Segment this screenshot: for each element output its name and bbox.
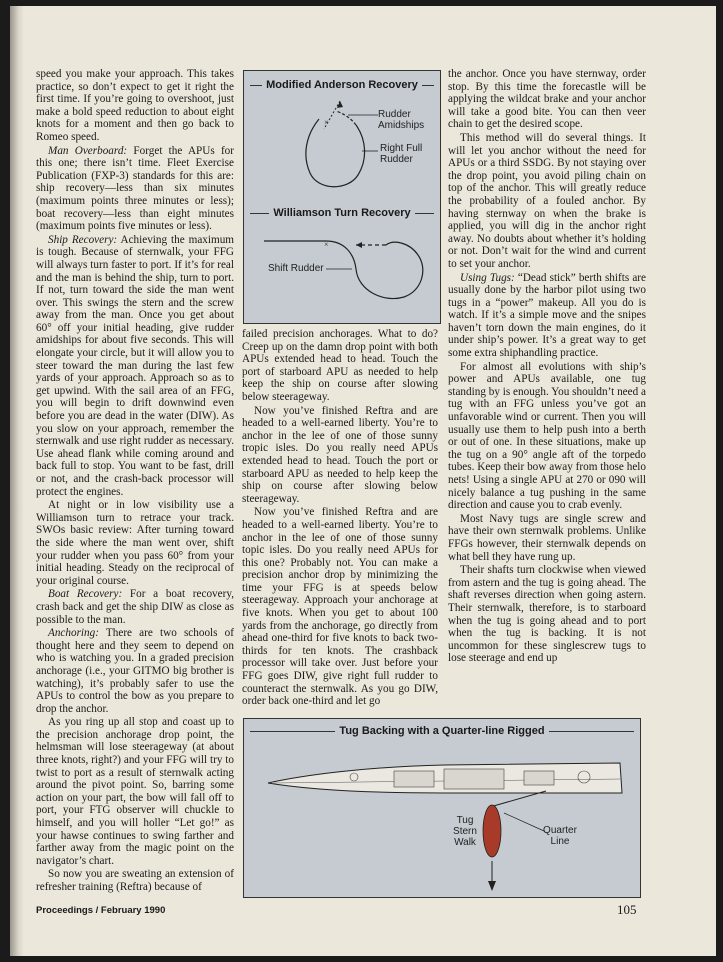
paragraph: [448, 132, 646, 271]
paragraph: [448, 272, 646, 360]
label-quarter-line: Quarter Line: [543, 825, 577, 847]
magazine-page: [10, 6, 716, 956]
column-1: [36, 68, 234, 895]
run-in-heading: Ship Recovery:: [48, 233, 118, 246]
paragraph-text: Forget the APUs for this one; there isn’t time. Fleet Exercise Publication (FXP-3) standards for this are: ship recovery—less than six minutes (maximum points three minutes or less); boat recovery—less than eight minutes (maximum points five minutes or less).: [36, 144, 234, 233]
paragraph: [36, 588, 234, 626]
label-rudder-amidships: Rudder Amidships: [378, 109, 425, 131]
svg-text:×: ×: [324, 240, 329, 249]
paragraph: [242, 328, 438, 404]
paragraph-text: As you ring up all stop and coast up to the precision anchorage drop point, the helmsman will lose steerageway (at about three knots, right?) and your FFG will try to twist to port as a result of sternwalk acting around the pivot point. So, barring some action on your part, the bow will fall off to port, your FTG observer will chuckle to himself, and you will holler “Let go!” as your hawse continues to swing farther and farther away from the magic point on the navigator’s chart.: [36, 716, 234, 867]
figure-title-williamson: Williamson Turn Recovery: [244, 207, 440, 219]
label-tug-stern-walk: Tug Stern Walk: [453, 815, 477, 848]
page-gutter: [10, 6, 24, 956]
paragraph: [36, 68, 234, 144]
paragraph-text: Most Navy tugs are single screw and have their own sternwalk problems. Unlike FFGs however, their sternwalk depends on what bell they have rung up.: [448, 512, 646, 563]
paragraph-text: failed precision anchorages. What to do? Creep up on the damn drop point with both APUs extended head to head. Touch the port of starboard APU as needed to help keep the ship on course after slowing below steerageway.: [242, 328, 438, 403]
figure-tug-backing: [243, 718, 641, 898]
paragraph-text: “Dead stick” berth shifts are usually done by the harbor pilot using two tugs in a “power” makeup. All you do is watch. If it’s a simple move and the snipes haven’t torn down the main engines, do it under ship’s power. It’s a great way to get some extra shiphandling practice.: [448, 271, 646, 360]
ship-and-tug-diagram: [244, 737, 640, 897]
column-3: [448, 68, 646, 666]
paragraph: [36, 145, 234, 233]
svg-text:×: ×: [324, 118, 329, 127]
figure-recovery-maneuvers: [243, 70, 441, 324]
run-in-heading: Anchoring:: [48, 627, 99, 640]
paragraph: [242, 506, 438, 708]
paragraph-text: At night or in low visibility use a Williamson turn to retrace your track. SWOs basic review: After turning toward the side where the man went over, shift your rudder when you pass 60° from your initial heading. Steady on the reciprocal of your original course.: [36, 499, 234, 587]
label-right-full-rudder: Right Full Rudder: [380, 143, 423, 165]
paragraph: [36, 499, 234, 587]
footer-publication: Proceedings / February 1990: [36, 905, 166, 916]
run-in-heading: Boat Recovery:: [48, 588, 123, 601]
paragraph: [448, 68, 646, 131]
paragraph: [36, 716, 234, 867]
paragraph: [448, 513, 646, 563]
paragraph-text: Achieving the maximum is tough. Because of sternwalk, your FFG will always turn faster to port. If it’s for real and the man is behind the ship, turn to port. If not, turn toward the side the man went over. This swings the stern and the screw away from the man. Once you get about 60° off your initial heading, give rudder amidships for about five seconds. This will elongate your circle, but it will allow you to steer toward the man during the last few yards of your approach. Approach so as to get upwind. With the sail area of an FFG, you will begin to drift downwind even before you are dead in the water (DIW). As you slow on your approach, remember the sternwalk and use right rudder as necessary. Use ahead flank while coming around and back full to stop. You want to be fast, drill or not, and the crash-back processor will protect the engines.: [36, 233, 234, 498]
paragraph: [36, 627, 234, 715]
paragraph-text: Now you’ve finished Reftra and are headed to a well-earned liberty. You’re to anchor in the lee of one of those sunny topic isles. Do you really need APUs for this one? Probably not. You can make a precision anchor drop by minimizing the time your FFG is at speeds below steerageway. Approach your anchorage at five knots. When you get to about 100 yards from the anchorage, go directly from ahead one-third for five knots to back two-thirds for ten knots. The crashback processor will take over. Just before your FFG goes DIW, give right full rudder to counteract the sternwalk. As you go DIW, order back one-third and let go: [242, 506, 438, 708]
run-in-heading: Man Overboard:: [48, 144, 128, 157]
paragraph: [448, 361, 646, 512]
paragraph: [36, 234, 234, 498]
paragraph-text: the anchor. Once you have sternway, order stop. By this time the forecastle will be applying the wildcat brake and your anchor will take a good bite. You can then veer chain to get the desired scope.: [448, 68, 646, 131]
run-in-heading: Using Tugs:: [460, 271, 515, 284]
column-2: [242, 328, 438, 709]
paragraph-text: For almost all evolutions with ship’s power and APUs available, one tug standing by is enough. You shouldn’t need a tug with an FFG unless you’ve got an unfavorable wind or current. Then you will usually use them to help push into a berth or out of one. In these situations, make up the tug on a 90° angle aft of the torpedo tubes. Keep their bow away from those helo nets! Using a single APU at 270 or 090 will nicely balance a tug pushing in the same direction and cause you to crab evenly.: [448, 360, 646, 512]
figure-title-anderson: Modified Anderson Recovery: [244, 79, 440, 91]
paragraph-text: There are two schools of thought here and they seem to depend on who is watching you. In a graded precision anchorage (i.e., your GITMO big brother is watching), it’s probably safer to use the APUs to control the bow as you prepare to drop the anchor.: [36, 627, 234, 715]
paragraph: [448, 564, 646, 665]
paragraph-text: For a boat recovery, crash back and get the ship DIW as close as possible to the man.: [36, 588, 235, 626]
paragraph: [242, 405, 438, 506]
paragraph-text: This method will do several things. It will let you anchor without the need for APUs or a third SSDG. By not staying over the drop point, you avoid piling chain on top of the anchor. This will greatly reduce the probability of a fouled anchor. By having sternway on when the brake is applied, you will dig in the anchor right away. No doubts about whether it’s holding or not. Don’t wait for the wind and current to set your anchor.: [448, 131, 646, 270]
paragraph-text: speed you make your approach. This takes practice, so don’t expect to get it right the first time. If you’re going to overshoot, just make a bold speed reduction to about eight knots for a moment and then go back to Romeo speed.: [36, 68, 234, 143]
label-shift-rudder: Shift Rudder: [268, 263, 324, 274]
page-number: 105: [617, 902, 637, 917]
paragraph: [36, 868, 234, 893]
figure-title-tug: Tug Backing with a Quarter-line Rigged: [244, 725, 640, 737]
paragraph-text: Their shafts turn clockwise when viewed from astern and the tug is going ahead. The shaft reverses direction when going astern. Their sternwalk, therefore, is to starboard when the tug is going ahead and to port when the tug is backing. It is not uncommon for these singlescrew tugs to lose steerage and end up: [448, 564, 646, 665]
paragraph-text: Now you’ve finished Reftra and are headed to a well-earned liberty. You’re to anchor in the lee of one of those sunny tropic isles. Do you really need APUs extended head to head. Touch the port or starboard APU as needed to help keep the ship on course after slowing below steerageway.: [242, 404, 438, 505]
paragraph-text: So now you are sweating an extension of refresher training (Reftra) because of: [36, 868, 234, 893]
